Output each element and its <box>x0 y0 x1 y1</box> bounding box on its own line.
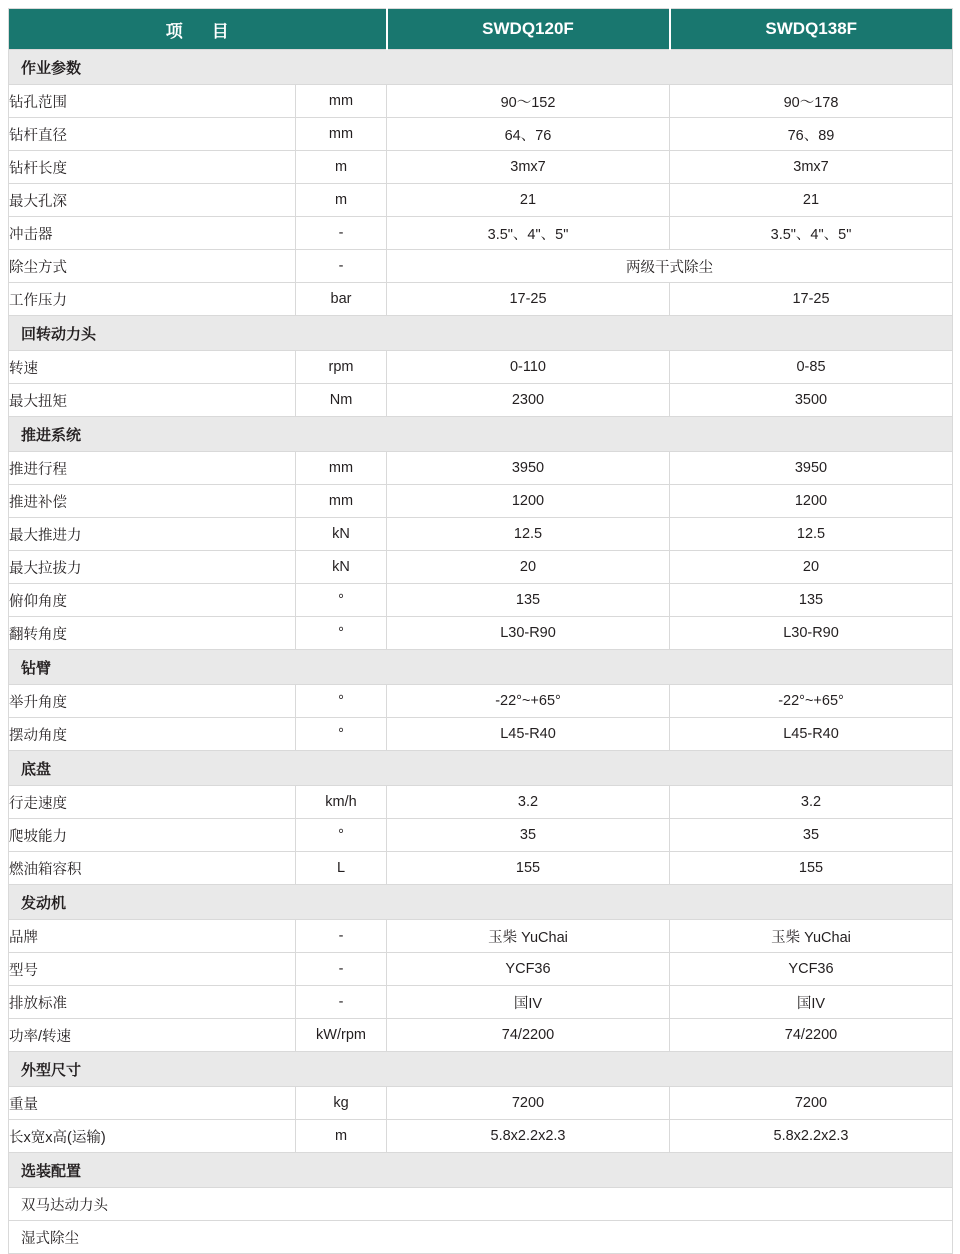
table-row <box>9 151 953 184</box>
row-item-label: 长x宽x高(运输) <box>9 1120 296 1153</box>
row-value-model-b: 5.8x2.2x2.3 <box>670 1120 953 1153</box>
row-unit: - <box>296 920 387 953</box>
row-item-label: 举升角度 <box>9 685 296 718</box>
section-header-row <box>9 316 953 351</box>
table-row <box>9 685 953 718</box>
row-item-label: 除尘方式 <box>9 250 296 283</box>
row-unit: - <box>296 986 387 1019</box>
header-model-a: SWDQ120F <box>387 9 670 50</box>
header-row <box>9 9 953 50</box>
row-value-model-a: 玉柴 YuChai <box>387 920 670 953</box>
row-unit: m <box>296 1120 387 1153</box>
row-value-model-a: 35 <box>387 819 670 852</box>
row-item-label: 钻杆长度 <box>9 151 296 184</box>
row-value-model-b: 155 <box>670 852 953 885</box>
section-header-row <box>9 885 953 920</box>
row-value-model-a: 3mx7 <box>387 151 670 184</box>
row-value-model-b: 90〜178 <box>670 85 953 118</box>
row-unit: mm <box>296 118 387 151</box>
row-item-label: 排放标准 <box>9 986 296 1019</box>
section-title: 作业参数 <box>9 50 953 85</box>
row-value-model-b: 3950 <box>670 452 953 485</box>
table-row <box>9 819 953 852</box>
table-row <box>9 852 953 885</box>
row-value-model-a: YCF36 <box>387 953 670 986</box>
table-row <box>9 250 953 283</box>
row-unit: kN <box>296 518 387 551</box>
row-unit: kN <box>296 551 387 584</box>
table-row <box>9 118 953 151</box>
row-value-model-a: 17-25 <box>387 283 670 316</box>
row-unit: kW/rpm <box>296 1019 387 1052</box>
row-unit: bar <box>296 283 387 316</box>
table-row <box>9 986 953 1019</box>
option-label: 双马达动力头 <box>9 1188 953 1221</box>
row-item-label: 最大扭矩 <box>9 384 296 417</box>
section-header-row <box>9 650 953 685</box>
row-unit: km/h <box>296 786 387 819</box>
table-row <box>9 786 953 819</box>
row-value-model-a: 7200 <box>387 1087 670 1120</box>
row-value-model-b: 玉柴 YuChai <box>670 920 953 953</box>
option-row <box>9 1221 953 1254</box>
row-unit: rpm <box>296 351 387 384</box>
row-value-model-b: 35 <box>670 819 953 852</box>
section-title: 回转动力头 <box>9 316 953 351</box>
row-item-label: 推进行程 <box>9 452 296 485</box>
row-item-label: 最大拉拔力 <box>9 551 296 584</box>
row-value-model-a: 74/2200 <box>387 1019 670 1052</box>
row-value-model-a: 135 <box>387 584 670 617</box>
table-row <box>9 718 953 751</box>
table-row <box>9 617 953 650</box>
row-unit: - <box>296 953 387 986</box>
option-row <box>9 1188 953 1221</box>
row-value-model-b: 21 <box>670 184 953 217</box>
row-value-model-a: 国IV <box>387 986 670 1019</box>
row-unit: m <box>296 151 387 184</box>
row-value-model-b: 3mx7 <box>670 151 953 184</box>
row-value-model-a: L30-R90 <box>387 617 670 650</box>
row-value-model-b: L45-R40 <box>670 718 953 751</box>
row-value-merged: 两级干式除尘 <box>387 250 953 283</box>
row-item-label: 转速 <box>9 351 296 384</box>
row-value-model-b: 国IV <box>670 986 953 1019</box>
row-value-model-a: 21 <box>387 184 670 217</box>
row-item-label: 燃油箱容积 <box>9 852 296 885</box>
row-value-model-a: 20 <box>387 551 670 584</box>
row-item-label: 型号 <box>9 953 296 986</box>
table-row <box>9 283 953 316</box>
table-row <box>9 452 953 485</box>
row-item-label: 工作压力 <box>9 283 296 316</box>
row-value-model-a: 3950 <box>387 452 670 485</box>
row-unit: kg <box>296 1087 387 1120</box>
row-value-model-b: 3.5"、4"、5" <box>670 217 953 250</box>
row-item-label: 最大孔深 <box>9 184 296 217</box>
row-unit: ° <box>296 685 387 718</box>
table-row <box>9 1120 953 1153</box>
row-unit: ° <box>296 718 387 751</box>
table-row <box>9 1087 953 1120</box>
row-value-model-a: 0-110 <box>387 351 670 384</box>
row-value-model-a: 3.2 <box>387 786 670 819</box>
row-unit: - <box>296 250 387 283</box>
row-item-label: 摆动角度 <box>9 718 296 751</box>
row-value-model-b: 76、89 <box>670 118 953 151</box>
row-item-label: 最大推进力 <box>9 518 296 551</box>
row-value-model-a: 12.5 <box>387 518 670 551</box>
row-value-model-b: 135 <box>670 584 953 617</box>
specification-table <box>8 8 953 1254</box>
row-value-model-a: 155 <box>387 852 670 885</box>
section-title: 推进系统 <box>9 417 953 452</box>
row-value-model-a: 90〜152 <box>387 85 670 118</box>
row-value-model-a: 2300 <box>387 384 670 417</box>
row-item-label: 重量 <box>9 1087 296 1120</box>
row-value-model-a: L45-R40 <box>387 718 670 751</box>
section-header-row <box>9 50 953 85</box>
section-header-row <box>9 751 953 786</box>
row-unit: mm <box>296 452 387 485</box>
row-unit: L <box>296 852 387 885</box>
table-row <box>9 384 953 417</box>
row-value-model-b: L30-R90 <box>670 617 953 650</box>
row-value-model-b: 0-85 <box>670 351 953 384</box>
row-unit: ° <box>296 584 387 617</box>
row-value-model-b: 74/2200 <box>670 1019 953 1052</box>
row-value-model-a: 1200 <box>387 485 670 518</box>
section-title: 钻臂 <box>9 650 953 685</box>
table-row <box>9 518 953 551</box>
row-item-label: 行走速度 <box>9 786 296 819</box>
section-title: 底盘 <box>9 751 953 786</box>
row-value-model-a: 3.5"、4"、5" <box>387 217 670 250</box>
table-row <box>9 551 953 584</box>
row-item-label: 冲击器 <box>9 217 296 250</box>
row-value-model-b: 1200 <box>670 485 953 518</box>
row-unit: ° <box>296 819 387 852</box>
table-row <box>9 217 953 250</box>
section-header-row <box>9 1052 953 1087</box>
row-item-label: 钻孔范围 <box>9 85 296 118</box>
header-item: 项 目 <box>9 9 387 50</box>
table-body <box>9 50 953 1254</box>
row-unit: - <box>296 217 387 250</box>
header-model-b: SWDQ138F <box>670 9 953 50</box>
row-item-label: 功率/转速 <box>9 1019 296 1052</box>
table-row <box>9 920 953 953</box>
row-value-model-b: 3500 <box>670 384 953 417</box>
row-value-model-b: 17-25 <box>670 283 953 316</box>
row-value-model-b: YCF36 <box>670 953 953 986</box>
row-value-model-b: -22°~+65° <box>670 685 953 718</box>
row-item-label: 钻杆直径 <box>9 118 296 151</box>
row-unit: m <box>296 184 387 217</box>
row-item-label: 翻转角度 <box>9 617 296 650</box>
row-value-model-a: 5.8x2.2x2.3 <box>387 1120 670 1153</box>
row-item-label: 品牌 <box>9 920 296 953</box>
row-item-label: 推进补偿 <box>9 485 296 518</box>
section-header-row <box>9 1153 953 1188</box>
table-row <box>9 485 953 518</box>
row-value-model-a: 64、76 <box>387 118 670 151</box>
section-title: 外型尺寸 <box>9 1052 953 1087</box>
table-row <box>9 184 953 217</box>
row-value-model-b: 7200 <box>670 1087 953 1120</box>
row-value-model-b: 3.2 <box>670 786 953 819</box>
row-item-label: 爬坡能力 <box>9 819 296 852</box>
table-row <box>9 85 953 118</box>
section-title: 选装配置 <box>9 1153 953 1188</box>
table-row <box>9 953 953 986</box>
row-unit: ° <box>296 617 387 650</box>
row-unit: mm <box>296 485 387 518</box>
row-unit: mm <box>296 85 387 118</box>
row-value-model-b: 12.5 <box>670 518 953 551</box>
row-value-model-b: 20 <box>670 551 953 584</box>
table-row <box>9 584 953 617</box>
table-row <box>9 351 953 384</box>
section-header-row <box>9 417 953 452</box>
section-title: 发动机 <box>9 885 953 920</box>
row-value-model-a: -22°~+65° <box>387 685 670 718</box>
row-unit: Nm <box>296 384 387 417</box>
table-header <box>9 9 953 50</box>
option-label: 湿式除尘 <box>9 1221 953 1254</box>
table-row <box>9 1019 953 1052</box>
row-item-label: 俯仰角度 <box>9 584 296 617</box>
